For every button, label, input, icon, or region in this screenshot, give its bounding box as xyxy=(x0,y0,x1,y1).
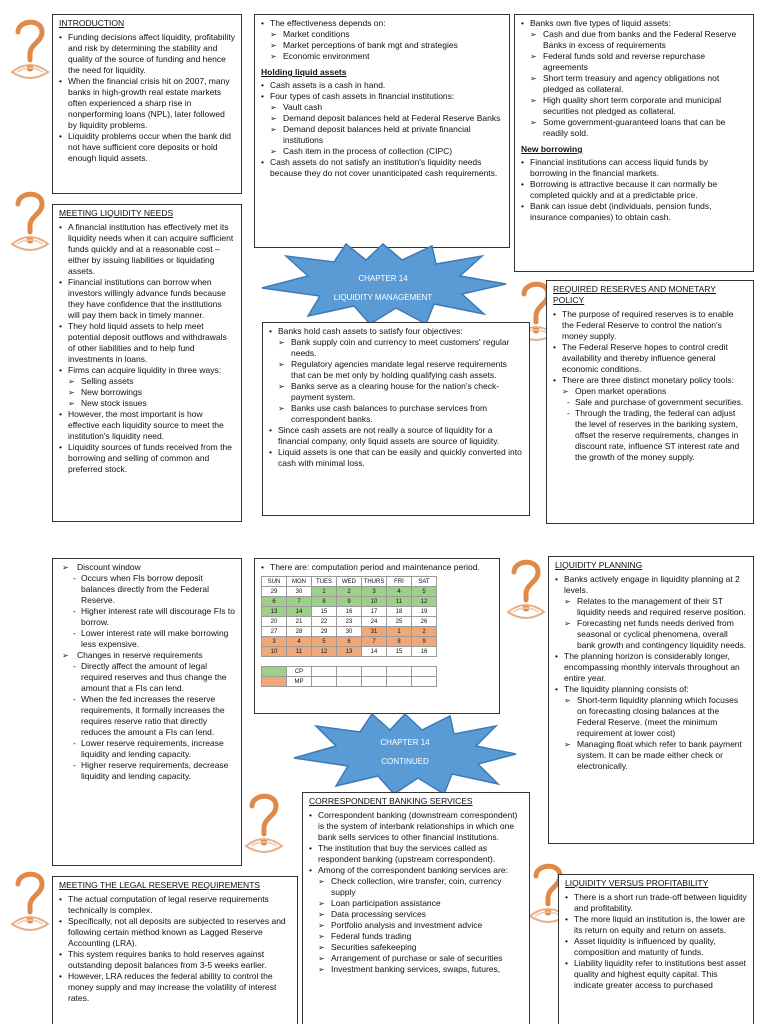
list-item: ➢ Short term treasury and agency obligations not pledged as collateral. xyxy=(521,73,747,95)
effectiveness-box xyxy=(254,14,510,248)
liquidity-vs-profitability-box xyxy=(558,874,754,1024)
day-cell: 11 xyxy=(287,647,312,657)
discount-window-box xyxy=(52,558,242,866)
day-cell: 14 xyxy=(362,647,387,657)
day-cell: 23 xyxy=(337,617,362,627)
list-item: ➢ Investment banking services, swaps, futures, xyxy=(309,964,523,975)
day-cell: 25 xyxy=(387,617,412,627)
list-item: • Banks hold cash assets to satisfy four objectives: xyxy=(269,326,523,337)
day-cell: 2 xyxy=(412,627,437,637)
list-item: ➢ Open market operations xyxy=(553,386,747,397)
table-row xyxy=(262,617,437,627)
day-cell: 26 xyxy=(412,617,437,627)
list-item: ➢ High quality short term corporate and municipal securities not pledged as collateral. xyxy=(521,95,747,117)
legal-reserve-box xyxy=(52,876,298,1024)
day-cell: 6 xyxy=(337,637,362,647)
legal-reserve-title: MEETING THE LEGAL RESERVE REQUIREMENTS xyxy=(59,880,261,890)
chapter-subtitle: CONTINUED xyxy=(381,757,429,766)
list-item: • Bank can issue debt (individuals, pension funds, insurance companies) to obtain cash. xyxy=(521,201,747,223)
list-item: ➢ Some government-guaranteed loans that can be readily sold. xyxy=(521,117,747,139)
day-cell: 15 xyxy=(387,647,412,657)
list-item: ➢ Data processing services xyxy=(309,909,523,920)
day-cell: 12 xyxy=(312,647,337,657)
list-item: - Sale and purchase of government securities. xyxy=(553,397,747,408)
list-item: ➢ Managing float which refer to bank payment system. It can be made either check or electronically. xyxy=(555,739,747,772)
list-item: - Higher interest rate will discourage FIs to borrow. xyxy=(59,606,235,628)
day-cell: 7 xyxy=(287,597,312,607)
day-cell: 3 xyxy=(362,587,387,597)
day-header: FRI xyxy=(387,577,412,587)
list-item: ➢ New stock issues xyxy=(59,398,235,409)
list-item: - Lower reserve requirements, increase liquidity and lending capacity. xyxy=(59,738,235,760)
list-item: - Directly affect the amount of legal required reserves and thus change the amount that a FIs can lend. xyxy=(59,661,235,694)
list-item: ➢ Selling assets xyxy=(59,376,235,387)
introduction-title: INTRODUCTION xyxy=(59,18,125,28)
liquid-assets-box xyxy=(514,14,754,272)
list-item: • Firms can acquire liquidity in three ways: xyxy=(59,365,235,376)
day-cell: 22 xyxy=(312,617,337,627)
day-cell: 13 xyxy=(337,647,362,657)
list-item: ➢ New borrowings xyxy=(59,387,235,398)
day-cell: 8 xyxy=(312,597,337,607)
list-item: • Financial institutions can borrow when investors willingly advance funds because they have confidence that the institutions will pay them back in timely manner. xyxy=(59,277,235,321)
list-item: • Borrowing is attractive because it can normally be completed quickly and at a predictable price. xyxy=(521,179,747,201)
chapter-subtitle: LIQUIDITY MANAGEMENT xyxy=(333,293,433,302)
day-cell: 10 xyxy=(262,647,287,657)
day-cell: 31 xyxy=(362,627,387,637)
day-cell: 1 xyxy=(387,627,412,637)
list-item: ➢ Short-term liquidity planning which focuses on forecasting closing balances at the Federal Reserve. (meet the minimum requirement at lower cost) xyxy=(555,695,747,739)
day-cell: 9 xyxy=(337,597,362,607)
list-item: ➢ Market conditions xyxy=(261,29,503,40)
day-cell: 14 xyxy=(287,607,312,617)
correspondent-banking-box xyxy=(302,792,530,1024)
table-header-row xyxy=(262,577,437,587)
list-item: - Lower interest rate will make borrowing less expensive. xyxy=(59,628,235,650)
question-mark-icon xyxy=(242,788,286,860)
list-item: ➢ Federal funds trading xyxy=(309,931,523,942)
list-item: • Among of the correspondent banking services are: xyxy=(309,865,523,876)
day-header: SAT xyxy=(412,577,437,587)
list-item: ➢ Cash item in the process of collection (CIPC) xyxy=(261,146,503,157)
list-item: • Correspondent banking (downstream correspondent) is the system of interbank relationships in which one bank sells services to other financial institutions. xyxy=(309,810,523,843)
list-item: ➢ Banks use cash balances to purchase services from correspondent banks. xyxy=(269,403,523,425)
list-item: • The purpose of required reserves is to enable the Federal Reserve to control the nation's money supply. xyxy=(553,309,747,342)
day-cell: 9 xyxy=(412,637,437,647)
day-cell: 5 xyxy=(412,587,437,597)
list-item: • The liquidity planning consists of: xyxy=(555,684,747,695)
list-item: • This system requires banks to hold reserves against outstanding deposit balances from 3-5 weeks earlier. xyxy=(59,949,291,971)
list-item: • Liquidity problems occur when the bank did not have sufficient core deposits or hold enough liquid assets. xyxy=(59,131,235,164)
day-cell: 12 xyxy=(412,597,437,607)
list-item: • Liquid assets is one that can be easily and quickly converted into cash with minimal loss. xyxy=(269,447,523,469)
day-cell: 2 xyxy=(337,587,362,597)
list-item: • When the financial crisis hit on 2007, many banks in high-growth real estate markets often experienced a sharp rise in nonperforming loans (NPL), later followed by liquidity problems. xyxy=(59,76,235,131)
list-item: ➢ Portfolio analysis and investment advice xyxy=(309,920,523,931)
list-item: ➢ Economic environment xyxy=(261,51,503,62)
day-cell: 6 xyxy=(262,597,287,607)
day-header: SUN xyxy=(262,577,287,587)
day-cell: 21 xyxy=(287,617,312,627)
chapter-title: CHAPTER 14 xyxy=(380,738,430,747)
list-item: ➢ Demand deposit balances held at private financial institutions xyxy=(261,124,503,146)
chapter-starburst xyxy=(290,712,520,796)
day-cell: 11 xyxy=(387,597,412,607)
holding-liquid-assets-heading: Holding liquid assets xyxy=(261,67,347,77)
list-item: • Since cash assets are not really a source of liquidity for a financial company, only liquid assets are source of liquidity. xyxy=(269,425,523,447)
list-item: ➢ Demand deposit balances held at Federal Reserve Banks xyxy=(261,113,503,124)
list-item: • Funding decisions affect liquidity, profitability and risk by determining the stability and quality of the source of funding and hence the need for liquidity. xyxy=(59,32,235,76)
list-item: • Four types of cash assets in financial institutions: xyxy=(261,91,503,102)
day-cell: 30 xyxy=(337,627,362,637)
day-cell: 4 xyxy=(287,637,312,647)
table-row xyxy=(262,587,437,597)
list-item: ➢ Discount window xyxy=(59,562,235,573)
day-cell: 4 xyxy=(387,587,412,597)
list-item: ➢ Federal funds sold and reverse repurchase agreements xyxy=(521,51,747,73)
required-reserves-title: REQUIRED RESERVES AND MONETARY POLICY xyxy=(553,284,716,305)
list-item: • Liability liquidity refer to institutions best asset quality and highest equity capital. This indicate greater access to purchased xyxy=(565,958,747,991)
list-item: • Financial institutions can access liquid funds by borrowing in the financial markets. xyxy=(521,157,747,179)
day-cell: 19 xyxy=(412,607,437,617)
list-item: ➢ Regulatory agencies mandate legal reserve requirements that can be met only by holding qualifying cash assets. xyxy=(269,359,523,381)
chapter-starburst xyxy=(256,242,510,326)
list-item: • The effectiveness depends on: xyxy=(261,18,503,29)
introduction-box xyxy=(52,14,242,194)
list-item: • There are three distinct monetary policy tools: xyxy=(553,375,747,386)
list-item: ➢ Bank supply coin and currency to meet customers' regular needs. xyxy=(269,337,523,359)
day-cell: 30 xyxy=(287,587,312,597)
list-item: • However, the most important is how effective each liquidity source to meet the institution's liquidity need. xyxy=(59,409,235,442)
list-item: • Banks actively engage in liquidity planning at 2 levels. xyxy=(555,574,747,596)
legend-label-mp: MP xyxy=(287,677,312,687)
list-item: ➢ Banks serve as a clearing house for the nation's check-payment system. xyxy=(269,381,523,403)
list-item: • The Federal Reserve hopes to control credit availability and thereby influence general economic conditions. xyxy=(553,342,747,375)
new-borrowing-heading: New borrowing xyxy=(521,144,583,154)
day-cell: 7 xyxy=(362,637,387,647)
meeting-liquidity-box xyxy=(52,204,242,522)
list-item: ➢ Relates to the management of their ST liquidity needs and required reserve position. xyxy=(555,596,747,618)
table-row xyxy=(262,637,437,647)
list-item: • Asset liquidity is influenced by quality, composition and maturity of funds. xyxy=(565,936,747,958)
day-cell: 29 xyxy=(312,627,337,637)
day-cell: 27 xyxy=(262,627,287,637)
table-row xyxy=(262,607,437,617)
day-cell: 15 xyxy=(312,607,337,617)
list-item: • Liquidity sources of funds received from the borrowing and selling of common and preferred stock. xyxy=(59,442,235,475)
required-reserves-box xyxy=(546,280,754,524)
liquidity-vs-profitability-title: LIQUIDITY VERSUS PROFITABILITY xyxy=(565,878,709,888)
list-item: • Banks own five types of liquid assets: xyxy=(521,18,747,29)
list-item: • There are: computation period and maintenance period. xyxy=(261,562,493,573)
list-item: ➢ Arrangement of purchase or sale of securities xyxy=(309,953,523,964)
day-cell: 20 xyxy=(262,617,287,627)
day-header: MON xyxy=(287,577,312,587)
calendar-box xyxy=(254,558,500,714)
list-item: ➢ Securities safekeeping xyxy=(309,942,523,953)
table-row xyxy=(262,627,437,637)
list-item: • There is a short run trade-off between liquidity and profitability. xyxy=(565,892,747,914)
question-mark-icon xyxy=(8,14,52,86)
day-cell: 3 xyxy=(262,637,287,647)
day-cell: 28 xyxy=(287,627,312,637)
list-item: ➢ Check collection, wire transfer, coin, currency supply xyxy=(309,876,523,898)
day-header: TUES xyxy=(312,577,337,587)
list-item: - Higher reserve requirements, decrease liquidity and lending capacity. xyxy=(59,760,235,782)
legend-row-cp xyxy=(262,667,437,677)
list-item: • A financial institution has effectively met its liquidity needs when it can acquire sufficient funds quickly and at a reasonable cost – either by issuing liabilities or liquidating assets. xyxy=(59,222,235,277)
list-item: • The more liquid an institution is, the lower are its return on equity and return on assets. xyxy=(565,914,747,936)
legend-label-cp: CP xyxy=(287,667,312,677)
list-item: - Through the trading, the federal can adjust the level of reserves in the banking system, offset the reserve requirements, changes in discount rate, influence ST interest rate and the growth of the money supply. xyxy=(553,408,747,463)
list-item: • The institution that buy the services called as respondent banking (upstream correspondent). xyxy=(309,843,523,865)
day-cell: 17 xyxy=(362,607,387,617)
list-item: - Occurs when FIs borrow deposit balances directly from the Federal Reserve. xyxy=(59,573,235,606)
legend-row-mp xyxy=(262,677,437,687)
day-cell: 1 xyxy=(312,587,337,597)
list-item: ➢ Forecasting net funds needs derived from seasonal or cyclical phenomena, overall bank growth and contingency liquidity needs. xyxy=(555,618,747,651)
day-cell: 18 xyxy=(387,607,412,617)
day-cell: 8 xyxy=(387,637,412,647)
correspondent-banking-title: CORRESPONDENT BANKING SERVICES xyxy=(309,796,473,806)
question-mark-icon xyxy=(8,186,52,258)
list-item: ➢ Changes in reserve requirements xyxy=(59,650,235,661)
day-header: WED xyxy=(337,577,362,587)
list-item: • Cash assets is a cash in hand. xyxy=(261,80,503,91)
liquidity-planning-title: LIQUIDITY PLANNING xyxy=(555,560,643,570)
question-mark-icon xyxy=(504,554,548,626)
list-item: ➢ Loan participation assistance xyxy=(309,898,523,909)
table-row xyxy=(262,597,437,607)
list-item: - When the fed increases the reserve requirements, it formally increases the requires reserve ratio that directly reduces the amount a FIs can lend. xyxy=(59,694,235,738)
list-item: ➢ Market perceptions of bank mgt and strategies xyxy=(261,40,503,51)
day-cell: 24 xyxy=(362,617,387,627)
mp-swatch xyxy=(262,677,287,687)
day-cell: 16 xyxy=(337,607,362,617)
day-cell: 5 xyxy=(312,637,337,647)
day-cell: 13 xyxy=(262,607,287,617)
chapter-title: CHAPTER 14 xyxy=(358,274,408,283)
question-mark-icon xyxy=(8,866,52,938)
reserve-calendar-table xyxy=(261,576,437,687)
table-row xyxy=(262,647,437,657)
cash-objectives-box xyxy=(262,322,530,516)
list-item: ➢ Cash and due from banks and the Federal Reserve Banks in excess of requirements xyxy=(521,29,747,51)
liquidity-planning-box xyxy=(548,556,754,844)
list-item: • Specifically, not all deposits are subjected to reserves and following certain method known as Lagged Reserve Accounting (LRA). xyxy=(59,916,291,949)
list-item: ➢ Vault cash xyxy=(261,102,503,113)
day-header: THURS xyxy=(362,577,387,587)
day-cell: 10 xyxy=(362,597,387,607)
list-item: • The planning horizon is considerably longer, encompassing monthly intervals throughout an entire year. xyxy=(555,651,747,684)
list-item: • They hold liquid assets to help meet potential deposit outflows and withdrawals of other liabilities and to help fund investments in loans. xyxy=(59,321,235,365)
day-cell: 16 xyxy=(412,647,437,657)
day-cell: 29 xyxy=(262,587,287,597)
cp-swatch xyxy=(262,667,287,677)
list-item: • The actual computation of legal reserve requirements technically is complex. xyxy=(59,894,291,916)
meeting-liquidity-title: MEETING LIQUIDITY NEEDS xyxy=(59,208,174,218)
list-item: • However, LRA reduces the federal ability to control the money supply and may increase the volatility of interest rates. xyxy=(59,971,291,1004)
list-item: • Cash assets do not satisfy an institution's liquidity needs because they do not cover unanticipated cash requirements. xyxy=(261,157,503,179)
